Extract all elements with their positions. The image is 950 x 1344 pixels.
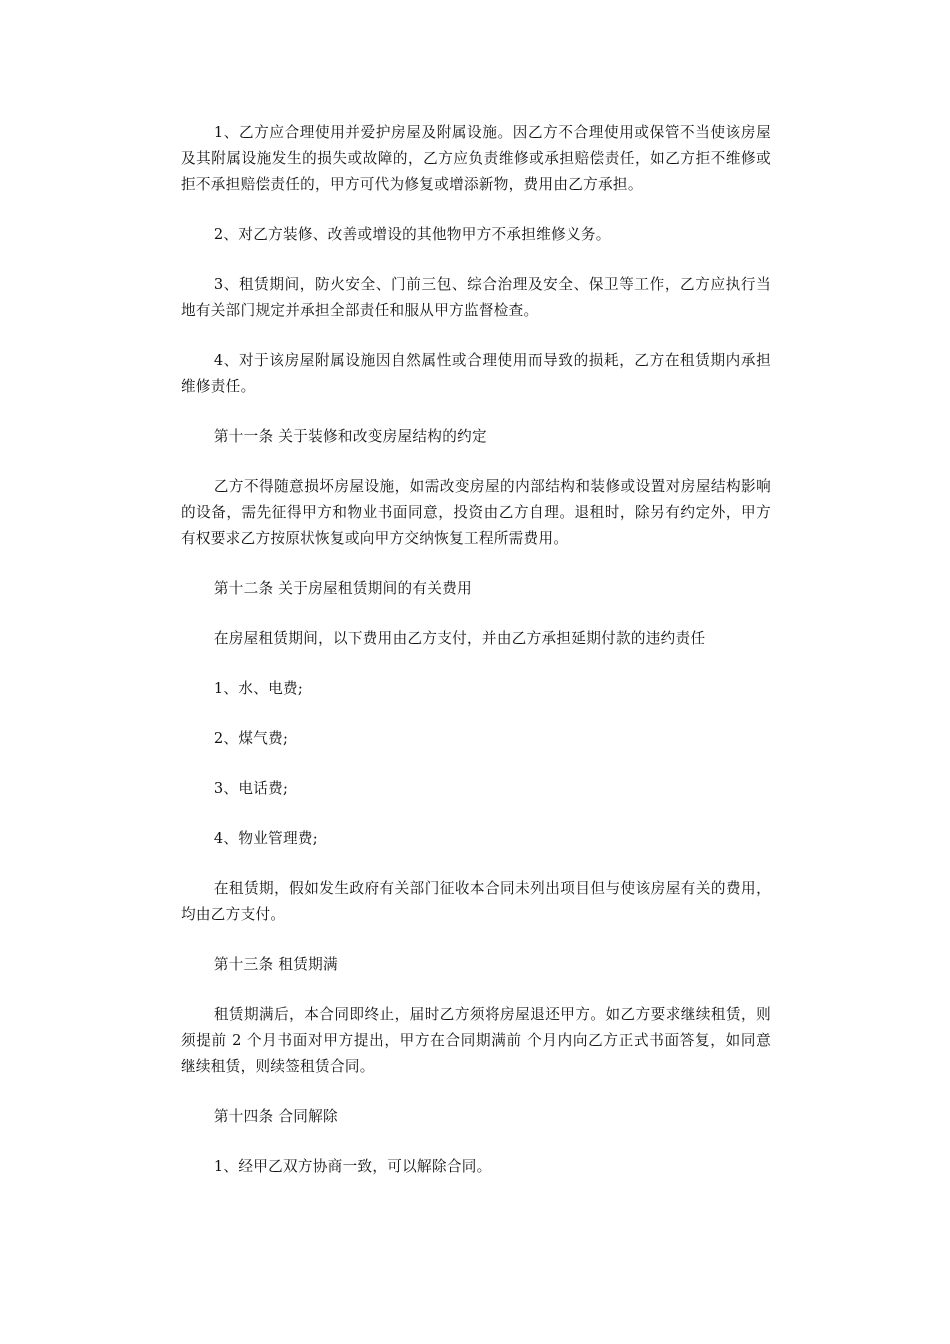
fee-item-2: 2、煤气费; <box>213 730 289 747</box>
paragraph-maintenance-3: 3、租赁期间，防火安全、门前三包、综合治理及安全、保卫等工作，乙方应执行当地有关部门规定并承担全部责任和服从甲方监督检查。 <box>181 276 771 319</box>
article-12-intro: 在房屋租赁期间，以下费用由乙方支付，并由乙方承担延期付款的违约责任 <box>213 630 706 647</box>
paragraph-maintenance-2: 2、对乙方装修、改善或增设的其他物甲方不承担维修义务。 <box>213 226 611 243</box>
article-13-heading: 第十三条 租赁期满 <box>213 956 338 973</box>
article-14-item-1: 1、经甲乙双方协商一致，可以解除合同。 <box>213 1158 492 1175</box>
article-14-heading: 第十四条 合同解除 <box>213 1108 338 1125</box>
article-13-body: 租赁期满后，本合同即终止，届时乙方须将房屋退还甲方。如乙方要求继续租赁，则须提前 2 个月书面对甲方提出，甲方在合同期满前 个月内向乙方正式书面答复，如同意继续租赁，则续签租赁合同。 <box>181 1006 771 1075</box>
paragraph-maintenance-1: 1、乙方应合理使用并爱护房屋及附属设施。因乙方不合理使用或保管不当使该房屋及其附属设施发生的损失或故障的，乙方应负责维修或承担赔偿责任，如乙方拒不维修或拒不承担赔偿责任的，甲方可代为修复或增添新物，费用由乙方承担。 <box>181 124 771 193</box>
article-11-heading: 第十一条 关于装修和改变房屋结构的约定 <box>213 428 487 445</box>
fee-item-4: 4、物业管理费; <box>213 830 319 847</box>
document-body <box>181 120 771 1204</box>
article-12-other-fees: 在租赁期，假如发生政府有关部门征收本合同未列出项目但与使该房屋有关的费用，均由乙方支付。 <box>181 880 771 923</box>
fee-item-3: 3、电话费; <box>213 780 289 797</box>
fee-item-1: 1、水、电费; <box>213 680 304 697</box>
article-12-heading: 第十二条 关于房屋租赁期间的有关费用 <box>213 580 472 597</box>
article-11-body: 乙方不得随意损坏房屋设施，如需改变房屋的内部结构和装修或设置对房屋结构影响的设备，需先征得甲方和物业书面同意，投资由乙方自理。退租时，除另有约定外，甲方有权要求乙方按原状恢复或向甲方交纳恢复工程所需费用。 <box>181 478 771 547</box>
paragraph-maintenance-4: 4、对于该房屋附属设施因自然属性或合理使用而导致的损耗，乙方在租赁期内承担维修责任。 <box>181 352 771 395</box>
